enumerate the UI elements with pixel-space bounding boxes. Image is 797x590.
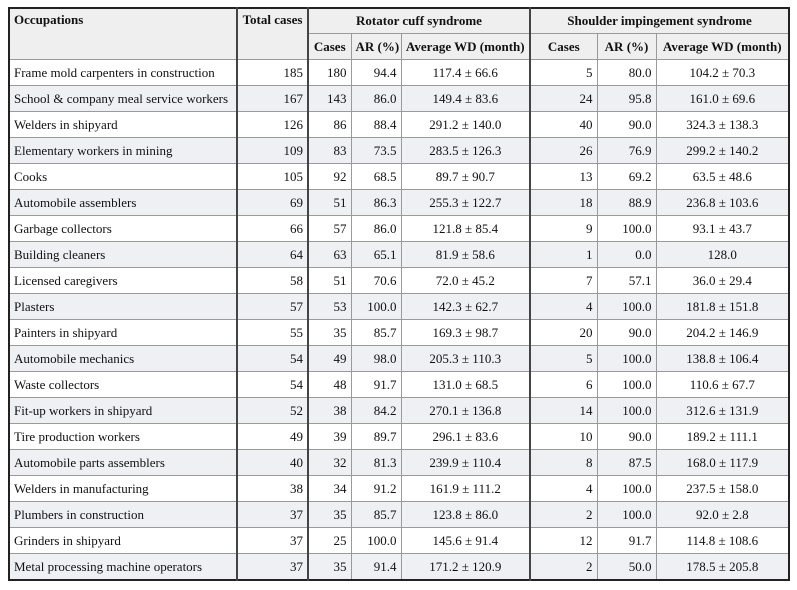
header-total-cases: Total cases — [237, 8, 308, 60]
table-row — [9, 190, 789, 216]
occupation-cell: Garbage collectors — [9, 216, 237, 242]
si-cases-cell: 4 — [530, 476, 597, 502]
rc-cases-cell: 51 — [308, 190, 351, 216]
occupation-cell: Metal processing machine operators — [9, 554, 237, 581]
header-rc-wd: Average WD (month) — [401, 34, 530, 60]
rc-ar-cell: 91.2 — [351, 476, 401, 502]
rc-wd-cell: 255.3 ± 122.7 — [401, 190, 530, 216]
rc-ar-cell: 100.0 — [351, 294, 401, 320]
header-rc-cases: Cases — [308, 34, 351, 60]
rc-ar-cell: 73.5 — [351, 138, 401, 164]
occupation-cell: Automobile assemblers — [9, 190, 237, 216]
table-row — [9, 138, 789, 164]
si-wd-cell: 181.8 ± 151.8 — [656, 294, 789, 320]
si-ar-cell: 80.0 — [597, 60, 656, 86]
occupation-cell: Cooks — [9, 164, 237, 190]
occupation-cell: Automobile mechanics — [9, 346, 237, 372]
rc-ar-cell: 94.4 — [351, 60, 401, 86]
total-cases-cell: 37 — [237, 554, 308, 581]
table-row — [9, 268, 789, 294]
occupation-cell: Plumbers in construction — [9, 502, 237, 528]
rc-wd-cell: 142.3 ± 62.7 — [401, 294, 530, 320]
si-ar-cell: 90.0 — [597, 424, 656, 450]
total-cases-cell: 64 — [237, 242, 308, 268]
occupation-cell: Waste collectors — [9, 372, 237, 398]
si-ar-cell: 90.0 — [597, 112, 656, 138]
table-row — [9, 554, 789, 581]
si-cases-cell: 8 — [530, 450, 597, 476]
si-ar-cell: 100.0 — [597, 294, 656, 320]
si-cases-cell: 1 — [530, 242, 597, 268]
si-ar-cell: 87.5 — [597, 450, 656, 476]
si-wd-cell: 161.0 ± 69.6 — [656, 86, 789, 112]
si-ar-cell: 69.2 — [597, 164, 656, 190]
si-ar-cell: 91.7 — [597, 528, 656, 554]
occupation-cell: Automobile parts assemblers — [9, 450, 237, 476]
table-row — [9, 320, 789, 346]
occupation-cell: Plasters — [9, 294, 237, 320]
si-wd-cell: 63.5 ± 48.6 — [656, 164, 789, 190]
si-wd-cell: 93.1 ± 43.7 — [656, 216, 789, 242]
si-cases-cell: 26 — [530, 138, 597, 164]
si-cases-cell: 7 — [530, 268, 597, 294]
si-wd-cell: 204.2 ± 146.9 — [656, 320, 789, 346]
table-row — [9, 346, 789, 372]
rc-ar-cell: 91.4 — [351, 554, 401, 581]
total-cases-cell: 55 — [237, 320, 308, 346]
total-cases-cell: 105 — [237, 164, 308, 190]
total-cases-cell: 167 — [237, 86, 308, 112]
table-row — [9, 164, 789, 190]
rc-wd-cell: 145.6 ± 91.4 — [401, 528, 530, 554]
occupation-cell: Grinders in shipyard — [9, 528, 237, 554]
si-wd-cell: 236.8 ± 103.6 — [656, 190, 789, 216]
total-cases-cell: 126 — [237, 112, 308, 138]
total-cases-cell: 37 — [237, 502, 308, 528]
rc-wd-cell: 131.0 ± 68.5 — [401, 372, 530, 398]
si-cases-cell: 6 — [530, 372, 597, 398]
si-ar-cell: 100.0 — [597, 372, 656, 398]
si-ar-cell: 100.0 — [597, 398, 656, 424]
si-cases-cell: 40 — [530, 112, 597, 138]
total-cases-cell: 58 — [237, 268, 308, 294]
rc-cases-cell: 35 — [308, 320, 351, 346]
total-cases-cell: 57 — [237, 294, 308, 320]
rc-cases-cell: 57 — [308, 216, 351, 242]
table-row — [9, 450, 789, 476]
rc-ar-cell: 70.6 — [351, 268, 401, 294]
table-header — [9, 8, 789, 60]
occupation-syndrome-table — [8, 7, 790, 581]
rc-ar-cell: 91.7 — [351, 372, 401, 398]
si-wd-cell: 312.6 ± 131.9 — [656, 398, 789, 424]
rc-wd-cell: 283.5 ± 126.3 — [401, 138, 530, 164]
rc-ar-cell: 100.0 — [351, 528, 401, 554]
rc-ar-cell: 85.7 — [351, 320, 401, 346]
rc-cases-cell: 39 — [308, 424, 351, 450]
si-wd-cell: 168.0 ± 117.9 — [656, 450, 789, 476]
si-ar-cell: 76.9 — [597, 138, 656, 164]
rc-wd-cell: 296.1 ± 83.6 — [401, 424, 530, 450]
occupation-cell: Painters in shipyard — [9, 320, 237, 346]
rc-wd-cell: 171.2 ± 120.9 — [401, 554, 530, 581]
si-cases-cell: 2 — [530, 502, 597, 528]
rc-wd-cell: 270.1 ± 136.8 — [401, 398, 530, 424]
rc-cases-cell: 38 — [308, 398, 351, 424]
header-si-ar: AR (%) — [597, 34, 656, 60]
si-cases-cell: 20 — [530, 320, 597, 346]
header-occupations: Occupations — [9, 8, 237, 60]
header-rotator-cuff-syndrome: Rotator cuff syndrome — [308, 8, 530, 34]
total-cases-cell: 185 — [237, 60, 308, 86]
si-cases-cell: 24 — [530, 86, 597, 112]
si-wd-cell: 128.0 — [656, 242, 789, 268]
rc-cases-cell: 32 — [308, 450, 351, 476]
total-cases-cell: 54 — [237, 372, 308, 398]
rc-wd-cell: 117.4 ± 66.6 — [401, 60, 530, 86]
total-cases-cell: 69 — [237, 190, 308, 216]
si-wd-cell: 237.5 ± 158.0 — [656, 476, 789, 502]
header-si-cases: Cases — [530, 34, 597, 60]
si-ar-cell: 57.1 — [597, 268, 656, 294]
si-ar-cell: 0.0 — [597, 242, 656, 268]
si-ar-cell: 100.0 — [597, 346, 656, 372]
rc-ar-cell: 86.0 — [351, 86, 401, 112]
occupation-cell: Welders in shipyard — [9, 112, 237, 138]
si-ar-cell: 100.0 — [597, 216, 656, 242]
si-cases-cell: 4 — [530, 294, 597, 320]
table-row — [9, 60, 789, 86]
table-body — [9, 60, 789, 581]
si-cases-cell: 2 — [530, 554, 597, 581]
si-wd-cell: 110.6 ± 67.7 — [656, 372, 789, 398]
si-cases-cell: 10 — [530, 424, 597, 450]
rc-wd-cell: 81.9 ± 58.6 — [401, 242, 530, 268]
rc-cases-cell: 86 — [308, 112, 351, 138]
header-si-wd: Average WD (month) — [656, 34, 789, 60]
rc-wd-cell: 239.9 ± 110.4 — [401, 450, 530, 476]
table-row — [9, 112, 789, 138]
si-wd-cell: 92.0 ± 2.8 — [656, 502, 789, 528]
rc-ar-cell: 68.5 — [351, 164, 401, 190]
occupation-cell: Frame mold carpenters in construction — [9, 60, 237, 86]
rc-wd-cell: 205.3 ± 110.3 — [401, 346, 530, 372]
occupation-cell: Welders in manufacturing — [9, 476, 237, 502]
rc-wd-cell: 89.7 ± 90.7 — [401, 164, 530, 190]
rc-wd-cell: 123.8 ± 86.0 — [401, 502, 530, 528]
si-cases-cell: 9 — [530, 216, 597, 242]
si-wd-cell: 114.8 ± 108.6 — [656, 528, 789, 554]
rc-ar-cell: 89.7 — [351, 424, 401, 450]
occupation-cell: Building cleaners — [9, 242, 237, 268]
rc-cases-cell: 35 — [308, 502, 351, 528]
si-ar-cell: 100.0 — [597, 476, 656, 502]
header-shoulder-impingement-syndrome: Shoulder impingement syndrome — [530, 8, 789, 34]
rc-ar-cell: 84.2 — [351, 398, 401, 424]
rc-ar-cell: 86.3 — [351, 190, 401, 216]
table-row — [9, 86, 789, 112]
rc-cases-cell: 180 — [308, 60, 351, 86]
table-row — [9, 424, 789, 450]
si-cases-cell: 5 — [530, 60, 597, 86]
rc-ar-cell: 81.3 — [351, 450, 401, 476]
table-row — [9, 216, 789, 242]
si-cases-cell: 14 — [530, 398, 597, 424]
rc-wd-cell: 169.3 ± 98.7 — [401, 320, 530, 346]
rc-wd-cell: 72.0 ± 45.2 — [401, 268, 530, 294]
si-wd-cell: 138.8 ± 106.4 — [656, 346, 789, 372]
si-ar-cell: 95.8 — [597, 86, 656, 112]
rc-cases-cell: 35 — [308, 554, 351, 581]
header-rc-ar: AR (%) — [351, 34, 401, 60]
occupation-cell: Elementary workers in mining — [9, 138, 237, 164]
rc-wd-cell: 291.2 ± 140.0 — [401, 112, 530, 138]
si-ar-cell: 50.0 — [597, 554, 656, 581]
total-cases-cell: 49 — [237, 424, 308, 450]
rc-ar-cell: 98.0 — [351, 346, 401, 372]
table-row — [9, 502, 789, 528]
table-row — [9, 476, 789, 502]
occupation-cell: School & company meal service workers — [9, 86, 237, 112]
rc-cases-cell: 25 — [308, 528, 351, 554]
occupation-cell: Licensed caregivers — [9, 268, 237, 294]
total-cases-cell: 40 — [237, 450, 308, 476]
occupation-cell: Tire production workers — [9, 424, 237, 450]
rc-ar-cell: 88.4 — [351, 112, 401, 138]
si-ar-cell: 88.9 — [597, 190, 656, 216]
rc-cases-cell: 51 — [308, 268, 351, 294]
si-wd-cell: 299.2 ± 140.2 — [656, 138, 789, 164]
table-row — [9, 398, 789, 424]
si-ar-cell: 90.0 — [597, 320, 656, 346]
si-cases-cell: 12 — [530, 528, 597, 554]
si-wd-cell: 36.0 ± 29.4 — [656, 268, 789, 294]
table-row — [9, 372, 789, 398]
rc-cases-cell: 34 — [308, 476, 351, 502]
table-row — [9, 294, 789, 320]
rc-wd-cell: 161.9 ± 111.2 — [401, 476, 530, 502]
si-ar-cell: 100.0 — [597, 502, 656, 528]
rc-ar-cell: 85.7 — [351, 502, 401, 528]
total-cases-cell: 54 — [237, 346, 308, 372]
si-wd-cell: 178.5 ± 205.8 — [656, 554, 789, 581]
total-cases-cell: 52 — [237, 398, 308, 424]
si-wd-cell: 104.2 ± 70.3 — [656, 60, 789, 86]
table-row — [9, 528, 789, 554]
rc-cases-cell: 143 — [308, 86, 351, 112]
rc-cases-cell: 53 — [308, 294, 351, 320]
total-cases-cell: 109 — [237, 138, 308, 164]
rc-wd-cell: 149.4 ± 83.6 — [401, 86, 530, 112]
rc-cases-cell: 63 — [308, 242, 351, 268]
rc-wd-cell: 121.8 ± 85.4 — [401, 216, 530, 242]
occupation-cell: Fit-up workers in shipyard — [9, 398, 237, 424]
total-cases-cell: 38 — [237, 476, 308, 502]
rc-ar-cell: 65.1 — [351, 242, 401, 268]
total-cases-cell: 37 — [237, 528, 308, 554]
si-wd-cell: 324.3 ± 138.3 — [656, 112, 789, 138]
rc-cases-cell: 92 — [308, 164, 351, 190]
si-wd-cell: 189.2 ± 111.1 — [656, 424, 789, 450]
rc-cases-cell: 48 — [308, 372, 351, 398]
rc-ar-cell: 86.0 — [351, 216, 401, 242]
si-cases-cell: 18 — [530, 190, 597, 216]
si-cases-cell: 5 — [530, 346, 597, 372]
si-cases-cell: 13 — [530, 164, 597, 190]
rc-cases-cell: 49 — [308, 346, 351, 372]
total-cases-cell: 66 — [237, 216, 308, 242]
table-row — [9, 242, 789, 268]
rc-cases-cell: 83 — [308, 138, 351, 164]
